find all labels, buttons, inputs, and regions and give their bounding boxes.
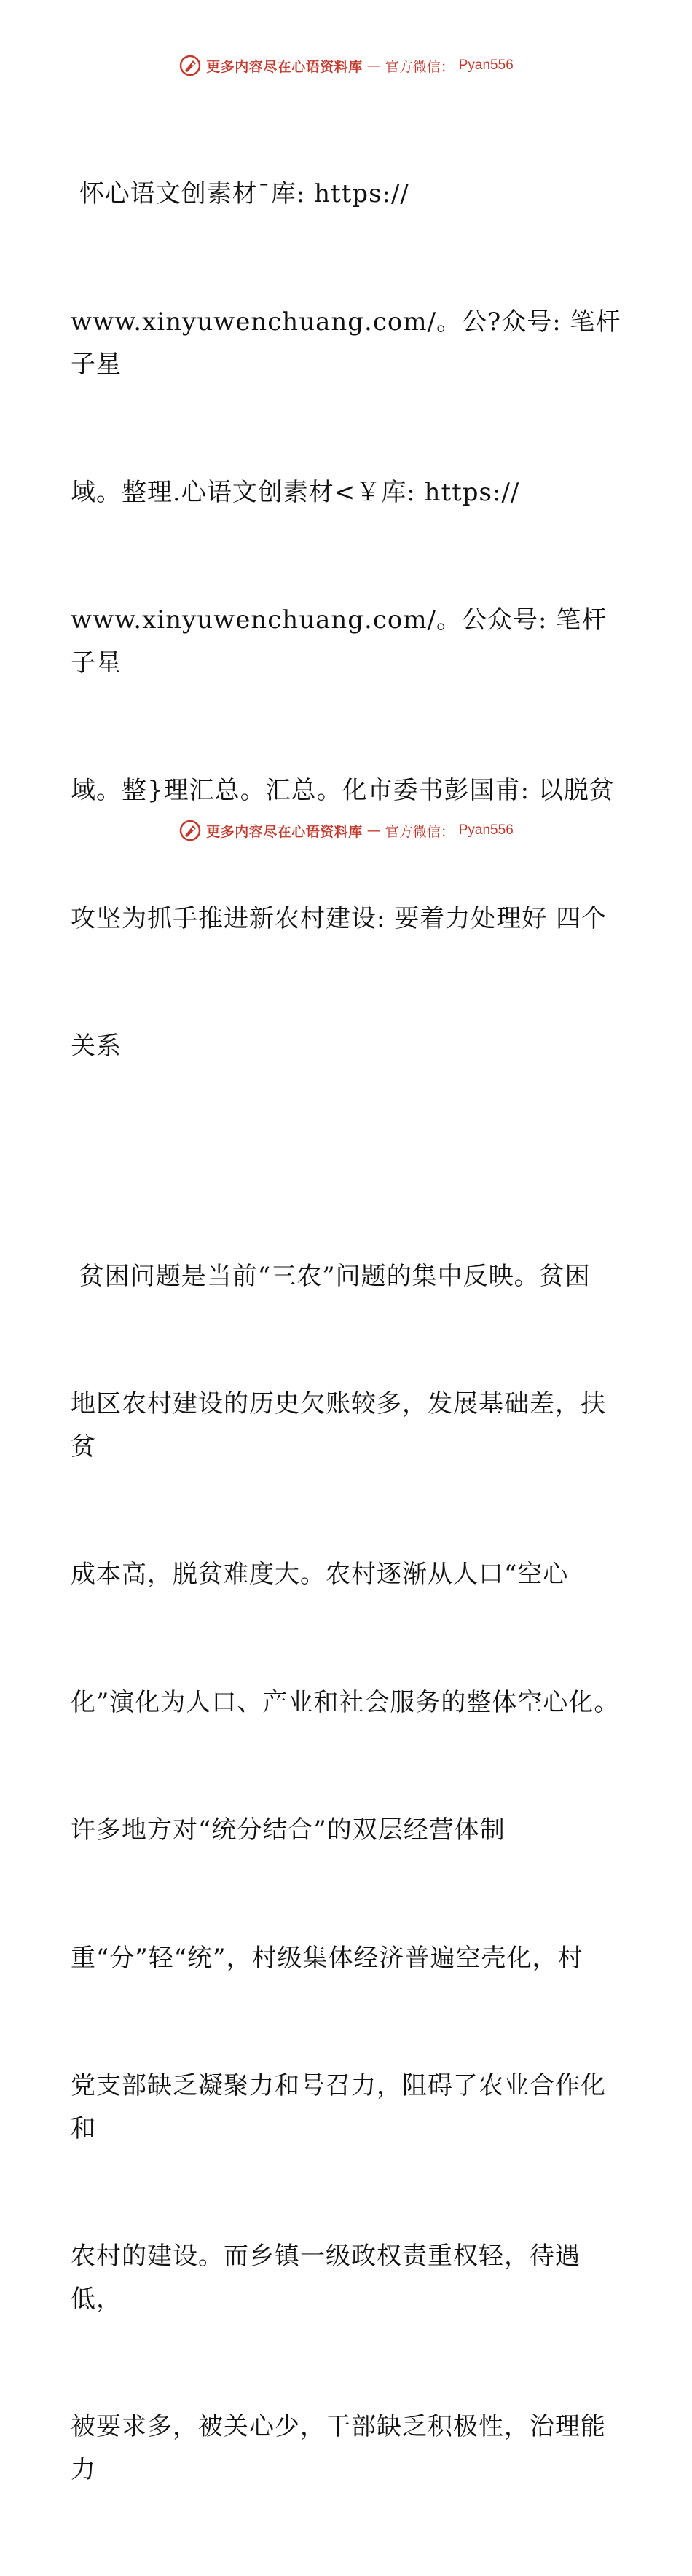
text-line: www.xinyuwenchuang.com/。公?众号: 笔杆子星 — [71, 301, 624, 386]
pen-nib-logo-icon — [178, 54, 202, 77]
watermark-wechat-id: Pyan556 — [459, 58, 514, 74]
pen-nib-logo-icon — [178, 819, 202, 842]
text-line: 被要求多，被关心少，干部缺乏积极性，治理能力 — [71, 2406, 624, 2491]
text-line: 化”演化为人口、产业和社会服务的整体空心化。 — [71, 1681, 624, 1724]
text-line: 怀心语文创素材¯库: https:// — [71, 173, 624, 216]
text-line: 域。整}理汇总。汇总。化市委书彭国甫: 以脱贫 — [71, 769, 624, 812]
watermark-wechat-id: Pyan556 — [459, 822, 514, 839]
footer-watermark — [0, 816, 692, 845]
text-line: 成本高，脱贫难度大。农村逐渐从人口“空心 — [71, 1553, 624, 1596]
text-line: 关系 — [71, 1025, 624, 1068]
text-line: www.xinyuwenchuang.com/。公众号: 笔杆子星 — [71, 599, 624, 684]
title-paragraph — [71, 87, 624, 1153]
text-line: 攻坚为抓手推进新农村建设: 要着力处理好 四个 — [71, 898, 624, 941]
text-line: 农村的建设。而乡镇一级政权责重权轻，待遇低， — [71, 2235, 624, 2320]
text-line: 地区农村建设的历史欠账较多，发展基础差，扶贫 — [71, 1383, 624, 1468]
text-line: 域。整理.心语文创素材<￥库: https:// — [71, 471, 624, 514]
header-watermark — [0, 51, 692, 80]
document-body — [71, 87, 624, 2576]
watermark-separator: — — [367, 822, 381, 839]
text-line: 许多地方对“统分结合”的双层经营体制 — [71, 1809, 624, 1852]
text-line: 重“分”轻“统”，村级集体经济普遍空壳化，村 — [71, 1937, 624, 1980]
watermark-separator: — — [367, 58, 381, 74]
watermark-text: 更多内容尽在心语资料库 — [206, 56, 363, 76]
watermark-official-label: 官方微信： — [385, 821, 455, 841]
text-line: 贫困问题是当前“三农”问题的集中反映。贫困 — [71, 1255, 624, 1298]
watermark-text: 更多内容尽在心语资料库 — [206, 821, 363, 841]
body-paragraph — [71, 1170, 624, 2576]
text-line: 党支部缺乏凝聚力和号召力，阻碍了农业合作化和 — [71, 2065, 624, 2150]
watermark-official-label: 官方微信： — [385, 56, 455, 76]
